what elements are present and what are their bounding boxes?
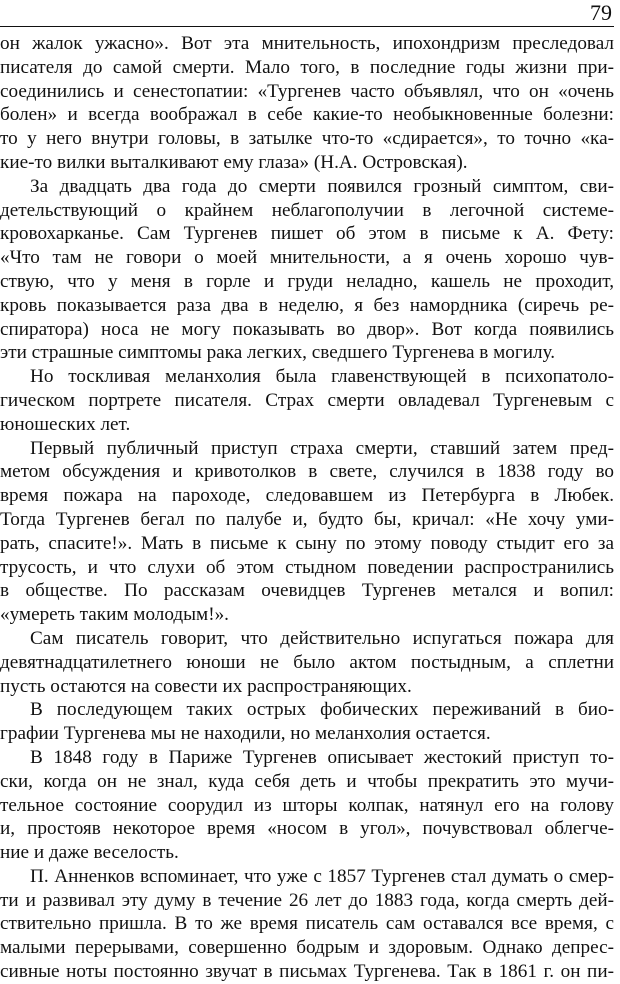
text-line: ствительно пришла. В то же время писатель сам оставался все время, с — [0, 913, 614, 935]
text-line: эти страшные симптомы рака легких, сведшего Тургенева в могилу. — [0, 342, 556, 364]
text-line: в обществе. По рассказам очевидцев Тургенев метался и вопил: — [0, 580, 614, 602]
paragraph — [0, 627, 614, 698]
text-line: ствую, что у меня в горле и груди неладно, кашель не проходит, — [0, 270, 614, 292]
paragraph — [0, 175, 614, 365]
body-text — [0, 32, 614, 984]
text-line: девятнадцатилетнего юноши не было актом постыдным, а сплетни — [0, 651, 614, 673]
text-line: гическом портрете писателя. Страх смерти овладевал Тургеневым с — [0, 389, 614, 411]
text-line: малыми перерывами, совершенно бодрым и здоровым. Однако депрес- — [0, 937, 614, 959]
text-line: Но тоскливая меланхолия была главенствующей в психопатоло- — [30, 366, 614, 388]
text-line: он жалок ужасно». Вот эта мнительность, ипохондризм преследовал — [0, 33, 614, 54]
text-line: время пожара на пароходе, следовавшем из Петербурга в Любек. — [0, 485, 614, 507]
text-line: метом обсуждения и кривотолков в свете, случился в 1838 году во — [0, 461, 614, 483]
text-line: П. Анненков вспоминает, что уже с 1857 Тургенев стал думать о смер- — [30, 865, 614, 887]
text-line: соединились и сенестопатии: «Тургенев часто объявлял, что он «очень — [0, 80, 614, 102]
text-line: «умереть таким молодым!». — [0, 604, 229, 626]
text-line: Первый публичный приступ страха смерти, ставший затем пред- — [30, 437, 614, 459]
text-line: рать, спасите!». Мать в письме к сыну по этому поводу стыдит его за — [0, 532, 614, 554]
paragraph — [0, 698, 614, 746]
text-line: и, простояв некоторое время «носом в угол», почувствовал облегче- — [0, 818, 614, 840]
text-line: то у него внутри головы, в затылке что-то «сдирается», то точно «ка- — [0, 128, 614, 150]
paragraph — [0, 437, 614, 627]
text-line: тельное состояние соорудил из шторы колпак, натянул его на голову — [0, 794, 614, 816]
text-line: кровь показывается раза два в неделю, я без намордника (сиречь ре- — [0, 294, 614, 316]
text-line: кие-то вилки выталкивают ему глаза» (Н.А. Островская). — [0, 151, 468, 173]
text-line: юношеских лет. — [0, 413, 131, 435]
paragraph — [0, 32, 614, 175]
text-line: спиратора) носа не могу показывать во двор». Вот когда появились — [0, 318, 614, 340]
text-line: кровохарканье. Сам Тургенев пишет об этом в письме к А. Фету: — [0, 223, 614, 245]
text-line: ти и развивал эту думу в течение 26 лет до 1883 года, когда смерть дей- — [0, 889, 614, 911]
paragraph — [0, 865, 614, 984]
text-line: болен» и всегда воображал в себе какие-то необыкновенные болезни: — [0, 104, 614, 126]
text-line: детельствующий о крайнем неблагополучии в легочной системе- — [0, 199, 614, 221]
text-line: трусость, и что слухи об этом стыдном поведении распространились — [0, 556, 614, 578]
header-rule — [0, 26, 614, 27]
text-line: ски, когда он не знал, куда себя деть и чтобы прекратить это мучи- — [0, 770, 614, 792]
paragraph — [0, 365, 614, 436]
text-line: За двадцать два года до смерти появился грозный симптом, сви- — [30, 175, 614, 197]
text-line: В 1848 году в Париже Тургенев описывает жестокий приступ то- — [30, 746, 614, 768]
text-line: пусть остаются на совести их распространяющих. — [0, 675, 412, 697]
text-line: ние и даже веселость. — [0, 842, 179, 864]
text-line: «Что там не говори о моей мнительности, а я очень хорошо чув- — [0, 247, 614, 269]
text-line: Тогда Тургенев бегал по палубе и, будто бы, кричал: «Не хочу уми- — [0, 508, 614, 530]
text-line: сивные ноты постоянно звучат в письмах Тургенева. Так в 1861 г. он пи- — [0, 961, 614, 983]
text-line: В последующем таких острых фобических переживаний в био- — [30, 699, 614, 721]
text-line: графии Тургенева мы не находили, но меланхолия остается. — [0, 723, 491, 745]
paragraph — [0, 746, 614, 865]
page-number: 79 — [590, 0, 612, 25]
text-line: Сам писатель говорит, что действительно испугаться пожара для — [30, 627, 614, 649]
text-line: писателя до самой смерти. Мало того, в последние годы жизни при- — [0, 56, 614, 78]
